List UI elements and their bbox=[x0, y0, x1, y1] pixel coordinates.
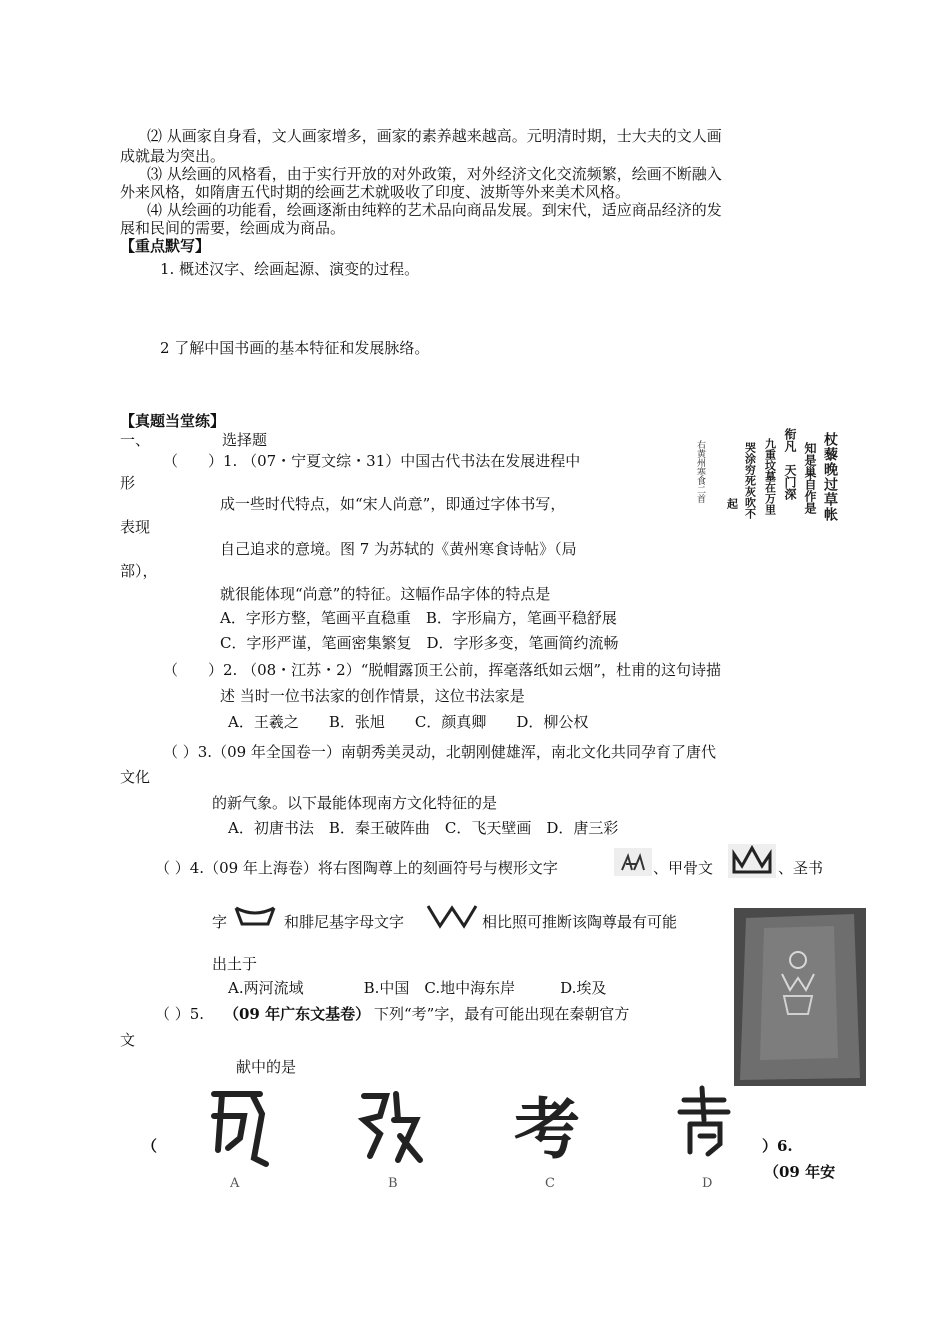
q1-line2: 成一些时代特点，如“宋人尚意”，即通过字体书写， bbox=[220, 495, 566, 513]
q6-number: ）6. bbox=[762, 1137, 793, 1155]
svg-text:考: 考 bbox=[514, 1090, 580, 1168]
q5-line2: 献中的是 bbox=[236, 1058, 297, 1076]
kao-variant-d-image bbox=[664, 1080, 744, 1170]
calligraphy-col-6: 起 bbox=[725, 498, 739, 509]
hieroglyph-symbol-icon bbox=[230, 900, 280, 930]
intro-p2-line2: 成就最为突出。 bbox=[120, 147, 226, 165]
q4-line1-mid2: 、圣书 bbox=[778, 859, 824, 877]
q4-options: A.两河流域 B.中国 C.地中海东岸 D.埃及 bbox=[228, 979, 607, 997]
intro-p3-line1: ⑶ 从绘画的风格看，由于实行开放的对外政策，对外经济文化交流频繁，绘画不断融入 bbox=[147, 165, 722, 183]
cuneiform-symbol-icon bbox=[614, 848, 652, 876]
calligraphy-col-2: 知是巢自作是 bbox=[803, 442, 817, 514]
q3-line1: （ ）3.（09 年全国卷一）南朝秀美灵动，北朝刚健雄浑，南北文化共同孕育了唐代 bbox=[163, 743, 716, 761]
practice-sub-title: 选择题 bbox=[222, 431, 268, 449]
key-item-1: 1. 概述汉字、绘画起源、演变的过程。 bbox=[160, 260, 420, 278]
oracle-bone-symbol-icon bbox=[728, 844, 776, 878]
q6-open-paren: （ bbox=[142, 1137, 158, 1155]
kao-label-c: C bbox=[545, 1176, 555, 1191]
intro-p4-line2: 展和民间的需要，绘画成为商品。 bbox=[120, 219, 346, 237]
q4-line2-b: 和腓尼基字母文字 bbox=[284, 913, 405, 931]
q4-line2-c: 相比照可推断该陶尊最有可能 bbox=[482, 913, 678, 931]
calligraphy-col-1: 杖藜晚过草帐 bbox=[822, 432, 838, 522]
calligraphy-inscription: 右黄州寒食二首 bbox=[695, 440, 705, 503]
q5-line1-wrap: 文 bbox=[120, 1031, 136, 1049]
q4-line3: 出土于 bbox=[212, 955, 258, 973]
q5-prefix: （ ）5. bbox=[155, 1005, 205, 1023]
practice-heading: 【真题当堂练】 bbox=[120, 412, 226, 430]
q1-options-ab: A．字形方整，笔画平直稳重 B．字形扁方，笔画平稳舒展 bbox=[220, 609, 617, 627]
key-item-2: 2 了解中国书画的基本特征和发展脉络。 bbox=[160, 339, 430, 357]
q1-line1-wrap: 形 bbox=[120, 474, 136, 492]
kao-label-a: A bbox=[230, 1176, 240, 1191]
q1-line4: 就很能体现“尚意”的特征。这幅作品字体的特点是 bbox=[220, 585, 551, 603]
intro-p4-line1: ⑷ 从绘画的功能看，绘画逐渐由纯粹的艺术品向商品发展。到宋代，适应商品经济的发 bbox=[147, 201, 722, 219]
q2-line1: （ ）2. （08・江苏・2）“脱帽露顶王公前，挥毫落纸如云烟”，杜甫的这句诗描 bbox=[163, 661, 722, 679]
q3-line1-wrap: 文化 bbox=[120, 768, 151, 786]
practice-sub-number: 一、 bbox=[120, 431, 151, 449]
intro-p2-line1: ⑵ 从画家自身看，文人画家增多，画家的素养越来越高。元明清时期，士大夫的文人画 bbox=[147, 127, 722, 145]
calligraphy-col-3: 衔凡 天门深 bbox=[783, 428, 797, 500]
q1-line1: （ ）1. （07・宁夏文综・31）中国古代书法在发展进程中 bbox=[163, 452, 581, 470]
q6-source: （09 年安 bbox=[764, 1163, 836, 1181]
calligraphy-image bbox=[680, 420, 850, 550]
q5-source: （09 年广东文基卷） bbox=[224, 1005, 371, 1023]
q1-line3-wrap: 部）， bbox=[120, 562, 158, 580]
phoenician-symbol-icon bbox=[424, 900, 480, 930]
q4-line1-mid1: 、甲骨文 bbox=[653, 859, 714, 877]
kao-label-d: D bbox=[702, 1176, 713, 1191]
kao-variant-c-image bbox=[508, 1080, 588, 1170]
kao-variant-a-image bbox=[200, 1080, 280, 1170]
q1-line2-wrap: 表现 bbox=[120, 518, 151, 536]
q4-line2-a: 字 bbox=[212, 913, 228, 931]
q1-options-cd: C．字形严谨，笔画密集繁复 D．字形多变，笔画简约流畅 bbox=[220, 634, 619, 652]
calligraphy-col-4: 九重坟墓在万里 bbox=[763, 438, 777, 515]
kao-variant-b-image bbox=[350, 1080, 430, 1170]
q5-line1: 下列“考”字，最有可能出现在秦朝官方 bbox=[374, 1005, 630, 1023]
q3-line2: 的新气象。以下最能体现南方文化特征的是 bbox=[212, 794, 498, 812]
q4-line1: （ ）4.（09 年上海卷）将右图陶尊上的刻画符号与楔形文字 bbox=[155, 859, 558, 877]
pottery-vessel-photo bbox=[734, 908, 866, 1086]
q1-line3: 自己追求的意境。图 7 为苏轼的《黄州寒食诗帖》（局 bbox=[220, 540, 577, 558]
key-section-heading: 【重点默写】 bbox=[120, 237, 211, 255]
q3-options: A．初唐书法 B．秦王破阵曲 C．飞天壁画 D．唐三彩 bbox=[228, 819, 619, 837]
q2-line2: 述 当时一位书法家的创作情景，这位书法家是 bbox=[220, 687, 525, 705]
kao-label-b: B bbox=[388, 1176, 398, 1191]
q2-options: A．王羲之 B．张旭 C．颜真卿 D．柳公权 bbox=[228, 713, 589, 731]
intro-p3-line2: 外来风格，如隋唐五代时期的绘画艺术就吸收了印度、波斯等外来美术风格。 bbox=[120, 183, 631, 201]
calligraphy-col-5: 哭涂穷死灰吹不 bbox=[743, 442, 757, 519]
